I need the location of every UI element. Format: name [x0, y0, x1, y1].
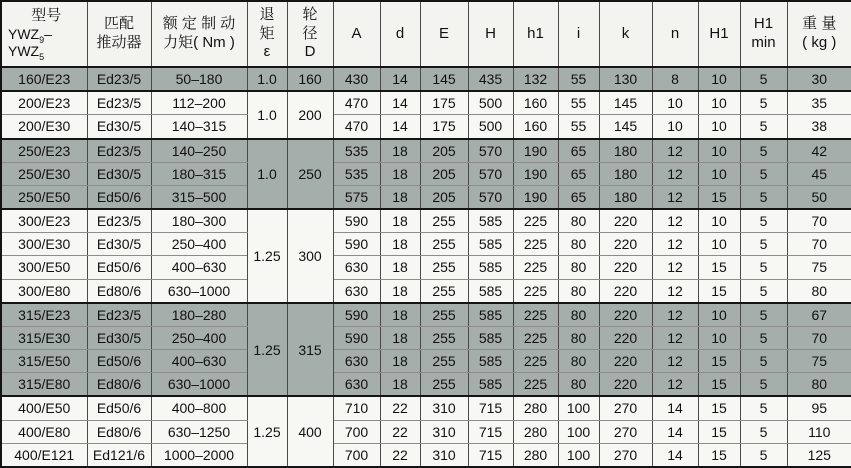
cell-model: 250/E30	[1, 162, 87, 185]
table-row	[1, 303, 851, 327]
cell-dim-E: 175	[420, 115, 468, 139]
cell-dim-E: 310	[420, 443, 468, 467]
cell-dim-k: 180	[599, 162, 652, 185]
cell-wheel-diameter: 160	[287, 67, 333, 91]
cell-weight: 67	[787, 303, 851, 327]
cell-model: 400/E80	[1, 420, 87, 443]
cell-dim-E: 255	[420, 233, 468, 256]
cell-dim-E: 205	[420, 139, 468, 163]
cell-dim-H: 500	[468, 115, 513, 139]
cell-dim-h1: 225	[513, 326, 558, 349]
header-wheel-diameter: 轮 径 D	[287, 1, 333, 67]
cell-weight: 35	[787, 91, 851, 115]
cell-dim-H: 500	[468, 91, 513, 115]
cell-dim-n: 14	[652, 420, 698, 443]
cell-dim-H1: 10	[698, 162, 740, 185]
cell-dim-n: 12	[652, 256, 698, 279]
cell-dim-H: 715	[468, 443, 513, 467]
cell-dim-h1: 225	[513, 350, 558, 373]
cell-dim-A: 590	[333, 233, 380, 256]
cell-dim-A: 470	[333, 115, 380, 139]
cell-dim-i: 100	[558, 420, 599, 443]
cell-thruster: Ed23/5	[87, 91, 151, 115]
cell-dim-i: 65	[558, 139, 599, 163]
cell-dim-E: 145	[420, 67, 468, 91]
cell-dim-d: 18	[380, 279, 420, 303]
cell-dim-k: 220	[599, 373, 652, 397]
cell-dim-H: 715	[468, 420, 513, 443]
cell-thruster: Ed80/6	[87, 420, 151, 443]
cell-thruster: Ed30/5	[87, 233, 151, 256]
cell-torque: 630–1250	[151, 420, 247, 443]
cell-dim-E: 175	[420, 91, 468, 115]
cell-dim-n: 12	[652, 279, 698, 303]
table-row	[1, 396, 851, 420]
cell-dim-H1: 10	[698, 115, 740, 139]
cell-thruster: Ed30/5	[87, 326, 151, 349]
cell-dim-E: 205	[420, 162, 468, 185]
cell-dim-d: 22	[380, 396, 420, 420]
cell-dim-E: 255	[420, 373, 468, 397]
cell-dim-E: 255	[420, 350, 468, 373]
cell-torque: 140–315	[151, 115, 247, 139]
cell-dim-A: 590	[333, 209, 380, 233]
cell-dim-A: 430	[333, 67, 380, 91]
cell-dim-h1: 160	[513, 115, 558, 139]
cell-thruster: Ed50/6	[87, 350, 151, 373]
cell-dim-H: 585	[468, 279, 513, 303]
cell-dim-H: 435	[468, 67, 513, 91]
cell-dim-h1: 225	[513, 303, 558, 327]
cell-dim-i: 100	[558, 396, 599, 420]
cell-torque: 630–1000	[151, 279, 247, 303]
table-row	[1, 67, 851, 91]
cell-weight: 75	[787, 256, 851, 279]
cell-dim-H: 585	[468, 209, 513, 233]
cell-dim-A: 470	[333, 91, 380, 115]
header-dim-k: k	[599, 1, 652, 67]
cell-dim-H1min: 5	[740, 91, 787, 115]
cell-dim-d: 22	[380, 443, 420, 467]
cell-dim-E: 255	[420, 256, 468, 279]
cell-epsilon: 1.25	[247, 396, 287, 467]
table-row	[1, 373, 851, 397]
cell-dim-E: 255	[420, 279, 468, 303]
cell-dim-h1: 225	[513, 256, 558, 279]
header-model-title: 型号	[31, 7, 62, 25]
cell-model: 315/E80	[1, 373, 87, 397]
cell-dim-H1: 10	[698, 91, 740, 115]
cell-dim-i: 80	[558, 209, 599, 233]
header-dim-h1: h1	[513, 1, 558, 67]
cell-torque: 250–400	[151, 326, 247, 349]
cell-wheel-diameter: 200	[287, 91, 333, 138]
cell-dim-d: 18	[380, 256, 420, 279]
cell-dim-k: 145	[599, 91, 652, 115]
cell-dim-h1: 160	[513, 91, 558, 115]
cell-weight: 70	[787, 233, 851, 256]
header-row	[1, 1, 851, 67]
cell-dim-A: 630	[333, 279, 380, 303]
cell-dim-n: 10	[652, 115, 698, 139]
cell-thruster: Ed50/6	[87, 256, 151, 279]
cell-dim-k: 220	[599, 256, 652, 279]
cell-dim-A: 630	[333, 373, 380, 397]
cell-dim-E: 310	[420, 396, 468, 420]
cell-dim-H1min: 5	[740, 420, 787, 443]
cell-dim-H1: 10	[698, 233, 740, 256]
cell-dim-H1min: 5	[740, 443, 787, 467]
cell-dim-H1min: 5	[740, 67, 787, 91]
cell-dim-n: 12	[652, 162, 698, 185]
cell-dim-i: 65	[558, 162, 599, 185]
cell-dim-A: 590	[333, 303, 380, 327]
cell-dim-n: 12	[652, 326, 698, 349]
cell-model: 200/E23	[1, 91, 87, 115]
table-row	[1, 326, 851, 349]
cell-weight: 30	[787, 67, 851, 91]
cell-dim-H1: 15	[698, 443, 740, 467]
cell-epsilon: 1.25	[247, 209, 287, 303]
cell-dim-E: 310	[420, 420, 468, 443]
cell-dim-d: 18	[380, 350, 420, 373]
cell-dim-d: 18	[380, 162, 420, 185]
cell-dim-h1: 280	[513, 420, 558, 443]
cell-epsilon: 1.0	[247, 91, 287, 138]
cell-weight: 110	[787, 420, 851, 443]
header-dim-A: A	[333, 1, 380, 67]
cell-thruster: Ed23/5	[87, 139, 151, 163]
cell-dim-H1min: 5	[740, 279, 787, 303]
cell-dim-H1min: 5	[740, 326, 787, 349]
cell-dim-k: 270	[599, 396, 652, 420]
cell-weight: 38	[787, 115, 851, 139]
cell-dim-i: 55	[558, 67, 599, 91]
cell-dim-n: 12	[652, 233, 698, 256]
cell-dim-i: 80	[558, 256, 599, 279]
cell-thruster: Ed50/6	[87, 185, 151, 209]
table-row	[1, 233, 851, 256]
cell-dim-H1min: 5	[740, 373, 787, 397]
table-row	[1, 139, 851, 163]
cell-dim-i: 55	[558, 91, 599, 115]
table-row	[1, 256, 851, 279]
cell-thruster: Ed30/5	[87, 115, 151, 139]
cell-dim-H: 585	[468, 373, 513, 397]
header-torque: 额 定 制 动 力矩( Nm )	[151, 1, 247, 67]
cell-dim-H1: 10	[698, 139, 740, 163]
header-dim-E: E	[420, 1, 468, 67]
cell-dim-H1min: 5	[740, 396, 787, 420]
header-model-series-to: $YWZ_5$	[8, 43, 45, 63]
cell-dim-d: 18	[380, 139, 420, 163]
cell-weight: 80	[787, 279, 851, 303]
cell-model: 200/E30	[1, 115, 87, 139]
cell-dim-E: 255	[420, 326, 468, 349]
cell-model: 315/E50	[1, 350, 87, 373]
cell-dim-k: 220	[599, 326, 652, 349]
header-dim-H1: H1	[698, 1, 740, 67]
table-row	[1, 420, 851, 443]
cell-dim-E: 205	[420, 185, 468, 209]
cell-torque: 250–400	[151, 233, 247, 256]
cell-dim-H1min: 5	[740, 256, 787, 279]
cell-dim-H1: 15	[698, 185, 740, 209]
cell-dim-d: 14	[380, 91, 420, 115]
cell-torque: 400–630	[151, 350, 247, 373]
cell-thruster: Ed23/5	[87, 67, 151, 91]
cell-dim-d: 18	[380, 303, 420, 327]
cell-dim-A: 590	[333, 326, 380, 349]
cell-weight: 45	[787, 162, 851, 185]
cell-model: 315/E23	[1, 303, 87, 327]
cell-dim-A: 630	[333, 256, 380, 279]
cell-dim-H1min: 5	[740, 303, 787, 327]
cell-dim-H1: 15	[698, 279, 740, 303]
cell-weight: 125	[787, 443, 851, 467]
cell-wheel-diameter: 400	[287, 396, 333, 467]
header-dim-n: n	[652, 1, 698, 67]
header-dim-d: d	[380, 1, 420, 67]
cell-torque: 1000–2000	[151, 443, 247, 467]
cell-dim-H: 585	[468, 256, 513, 279]
cell-dim-h1: 190	[513, 162, 558, 185]
cell-dim-H: 585	[468, 350, 513, 373]
cell-model: 250/E50	[1, 185, 87, 209]
cell-dim-i: 80	[558, 233, 599, 256]
cell-torque: 400–630	[151, 256, 247, 279]
cell-thruster: Ed50/6	[87, 396, 151, 420]
cell-dim-H1: 10	[698, 326, 740, 349]
cell-wheel-diameter: 250	[287, 139, 333, 210]
cell-dim-A: 535	[333, 139, 380, 163]
cell-dim-H1min: 5	[740, 162, 787, 185]
cell-dim-H: 570	[468, 162, 513, 185]
cell-dim-H: 570	[468, 185, 513, 209]
cell-dim-A: 700	[333, 420, 380, 443]
cell-dim-n: 8	[652, 67, 698, 91]
cell-dim-d: 18	[380, 233, 420, 256]
table-row	[1, 185, 851, 209]
cell-dim-H1: 10	[698, 303, 740, 327]
cell-dim-k: 180	[599, 185, 652, 209]
cell-dim-i: 80	[558, 350, 599, 373]
cell-dim-E: 255	[420, 303, 468, 327]
cell-wheel-diameter: 315	[287, 303, 333, 397]
cell-dim-H: 570	[468, 139, 513, 163]
cell-weight: 95	[787, 396, 851, 420]
cell-dim-A: 630	[333, 350, 380, 373]
cell-dim-i: 80	[558, 373, 599, 397]
cell-dim-H1: 10	[698, 67, 740, 91]
table-row	[1, 162, 851, 185]
cell-dim-h1: 280	[513, 396, 558, 420]
cell-dim-i: 80	[558, 303, 599, 327]
cell-dim-H: 585	[468, 233, 513, 256]
cell-thruster: Ed80/6	[87, 373, 151, 397]
table-row	[1, 443, 851, 467]
cell-weight: 70	[787, 326, 851, 349]
cell-dim-h1: 225	[513, 373, 558, 397]
cell-wheel-diameter: 300	[287, 209, 333, 303]
cell-dim-H1min: 5	[740, 185, 787, 209]
cell-dim-i: 55	[558, 115, 599, 139]
cell-dim-n: 12	[652, 185, 698, 209]
cell-dim-H1: 10	[698, 209, 740, 233]
cell-dim-k: 145	[599, 115, 652, 139]
cell-dim-H: 585	[468, 326, 513, 349]
cell-dim-k: 270	[599, 420, 652, 443]
cell-dim-d: 14	[380, 67, 420, 91]
cell-dim-k: 220	[599, 233, 652, 256]
cell-dim-H1min: 5	[740, 209, 787, 233]
cell-dim-k: 220	[599, 209, 652, 233]
cell-dim-H1: 15	[698, 396, 740, 420]
cell-dim-h1: 280	[513, 443, 558, 467]
cell-dim-H: 585	[468, 303, 513, 327]
cell-dim-H1: 15	[698, 373, 740, 397]
cell-dim-n: 10	[652, 91, 698, 115]
header-h1-min: H1 min	[740, 1, 787, 67]
cell-thruster: Ed23/5	[87, 303, 151, 327]
cell-torque: 630–1000	[151, 373, 247, 397]
table-row	[1, 91, 851, 115]
cell-dim-d: 14	[380, 115, 420, 139]
cell-dim-n: 12	[652, 373, 698, 397]
cell-dim-k: 220	[599, 279, 652, 303]
cell-model: 300/E50	[1, 256, 87, 279]
cell-model: 160/E23	[1, 67, 87, 91]
cell-dim-i: 65	[558, 185, 599, 209]
cell-thruster: Ed23/5	[87, 209, 151, 233]
header-ratio-epsilon: 退 矩 ε	[247, 1, 287, 67]
cell-dim-n: 12	[652, 303, 698, 327]
table-row	[1, 350, 851, 373]
cell-model: 400/E50	[1, 396, 87, 420]
cell-thruster: Ed121/6	[87, 443, 151, 467]
cell-dim-i: 80	[558, 279, 599, 303]
cell-weight: 70	[787, 209, 851, 233]
cell-dim-H: 715	[468, 396, 513, 420]
cell-dim-d: 18	[380, 326, 420, 349]
cell-weight: 75	[787, 350, 851, 373]
cell-weight: 42	[787, 139, 851, 163]
cell-dim-A: 575	[333, 185, 380, 209]
cell-epsilon: 1.25	[247, 303, 287, 397]
cell-model: 400/E121	[1, 443, 87, 467]
cell-dim-h1: 190	[513, 185, 558, 209]
cell-dim-H1min: 5	[740, 115, 787, 139]
cell-weight: 80	[787, 373, 851, 397]
cell-dim-A: 535	[333, 162, 380, 185]
cell-dim-h1: 190	[513, 139, 558, 163]
header-dim-i: i	[558, 1, 599, 67]
cell-dim-d: 18	[380, 373, 420, 397]
cell-dim-d: 18	[380, 185, 420, 209]
cell-dim-n: 14	[652, 396, 698, 420]
cell-dim-d: 18	[380, 209, 420, 233]
header-model	[1, 1, 87, 67]
cell-dim-d: 22	[380, 420, 420, 443]
cell-dim-n: 12	[652, 209, 698, 233]
header-dim-H: H	[468, 1, 513, 67]
cell-thruster: Ed30/5	[87, 162, 151, 185]
cell-model: 250/E23	[1, 139, 87, 163]
cell-dim-k: 180	[599, 139, 652, 163]
cell-dim-k: 270	[599, 443, 652, 467]
cell-dim-H1min: 5	[740, 350, 787, 373]
header-weight: 重 量 ( kg )	[787, 1, 851, 67]
table-row	[1, 115, 851, 139]
cell-model: 300/E23	[1, 209, 87, 233]
cell-epsilon: 1.0	[247, 139, 287, 210]
cell-dim-A: 700	[333, 443, 380, 467]
cell-torque: 400–800	[151, 396, 247, 420]
table-row	[1, 279, 851, 303]
cell-dim-H1: 15	[698, 350, 740, 373]
table-body	[1, 67, 851, 467]
cell-torque: 140–250	[151, 139, 247, 163]
header-thruster: 匹配 推动器	[87, 1, 151, 67]
cell-dim-n: 14	[652, 443, 698, 467]
cell-dim-H1min: 5	[740, 233, 787, 256]
cell-torque: 180–300	[151, 209, 247, 233]
cell-thruster: Ed80/6	[87, 279, 151, 303]
cell-dim-i: 80	[558, 326, 599, 349]
cell-torque: 180–280	[151, 303, 247, 327]
cell-torque: 50–180	[151, 67, 247, 91]
cell-dim-H1: 15	[698, 256, 740, 279]
cell-weight: 50	[787, 185, 851, 209]
header-model-series-from: $YWZ_9-$	[8, 25, 52, 45]
cell-torque: 315–500	[151, 185, 247, 209]
cell-dim-h1: 225	[513, 233, 558, 256]
cell-dim-H1min: 5	[740, 139, 787, 163]
cell-model: 300/E30	[1, 233, 87, 256]
cell-torque: 180–315	[151, 162, 247, 185]
cell-model: 315/E30	[1, 326, 87, 349]
cell-dim-k: 130	[599, 67, 652, 91]
cell-dim-E: 255	[420, 209, 468, 233]
cell-dim-n: 12	[652, 350, 698, 373]
table-row	[1, 209, 851, 233]
cell-dim-n: 12	[652, 139, 698, 163]
cell-dim-h1: 225	[513, 279, 558, 303]
cell-dim-h1: 225	[513, 209, 558, 233]
cell-dim-h1: 132	[513, 67, 558, 91]
cell-dim-k: 220	[599, 350, 652, 373]
cell-dim-A: 710	[333, 396, 380, 420]
cell-model: 300/E80	[1, 279, 87, 303]
cell-torque: 112–200	[151, 91, 247, 115]
cell-dim-i: 100	[558, 443, 599, 467]
cell-dim-k: 220	[599, 303, 652, 327]
cell-epsilon: 1.0	[247, 67, 287, 91]
cell-dim-H1: 15	[698, 420, 740, 443]
